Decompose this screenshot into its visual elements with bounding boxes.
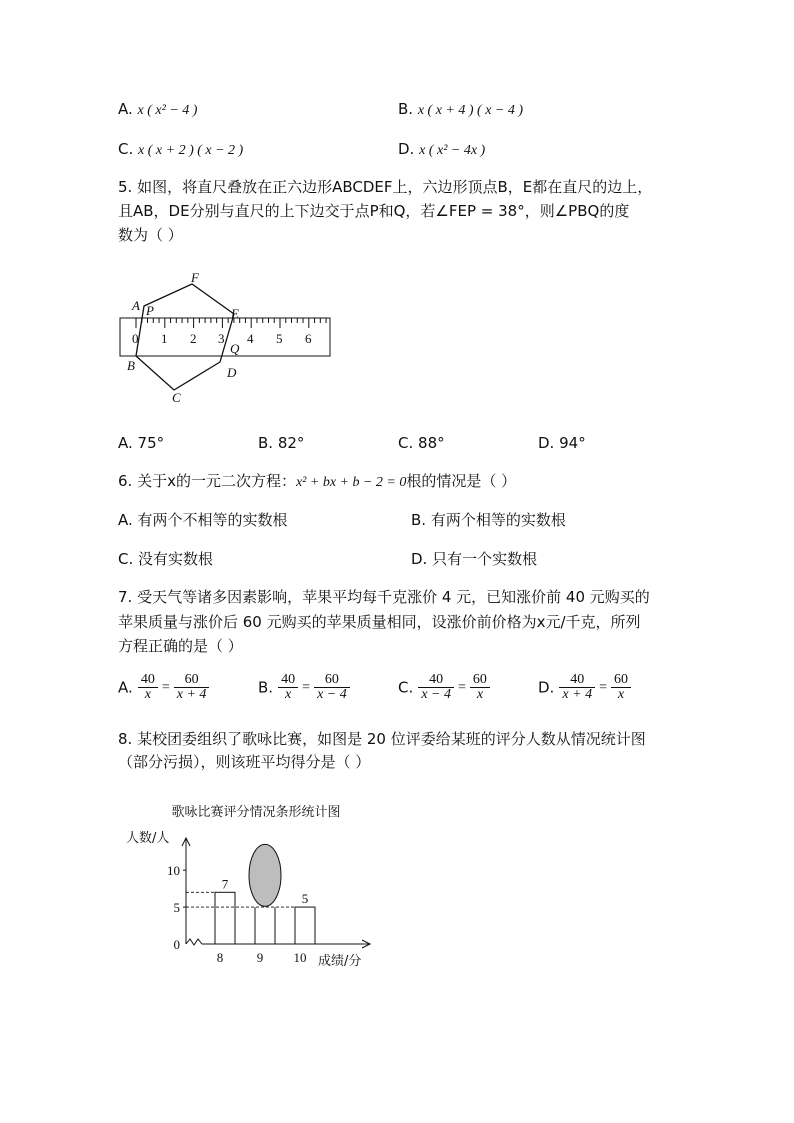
option-text: 没有实数根 (138, 550, 214, 568)
option-expression: x ( x² − 4 ) (137, 103, 198, 118)
q7-stem-line-3: 方程正确的是（ ） (118, 637, 243, 655)
axis-break-zigzag (186, 939, 206, 945)
option-text: 只有一个实数根 (432, 550, 538, 568)
q5-option-a (118, 433, 164, 453)
option-value: 94° (559, 434, 586, 452)
option-label: A. (118, 100, 133, 118)
chart-title: 歌咏比赛评分情况条形统计图 (171, 805, 341, 820)
numerator: 40 (418, 673, 454, 688)
denominator: x (476, 687, 484, 702)
q6-stem (118, 471, 516, 493)
denominator: x + 4 (562, 687, 593, 702)
option-label: D. (538, 678, 555, 697)
option-value: 82° (277, 434, 305, 452)
x-tick-label: 8 (216, 950, 224, 965)
point-p-label: P (146, 303, 154, 318)
denominator: x (144, 687, 151, 702)
q6-stem-suffix: 根的情况是（ ） (406, 472, 517, 490)
x-axis-label: 成绩/分 (318, 954, 362, 969)
q5-option-d (538, 433, 586, 453)
q7-stem-line-2: 苹果质量与涨价后 60 元购买的苹果质量相同，设涨价前价格为x元/千克，所列 (118, 613, 641, 631)
option-text: 有两个不相等的实数根 (137, 511, 288, 529)
ruler (120, 318, 330, 356)
y-tick-label: 10 (167, 863, 180, 879)
option-label: C. (118, 140, 134, 158)
ruler-label-3: 3 (218, 331, 225, 346)
y-tick-label: 5 (173, 900, 180, 916)
q5-stem-line-3: 数为（ ） (118, 226, 183, 244)
stain-blot (249, 844, 281, 906)
q5-stem-line-1: 5. 如图，将直尺叠放在正六边形ABCDEF上，六边形顶点B，E都在直尺的边上， (118, 178, 653, 196)
option-expression: x ( x² − 4x ) (419, 143, 486, 158)
right-fraction (470, 673, 490, 702)
option-label: C. (118, 550, 134, 568)
left-fraction (559, 673, 595, 702)
left-fraction (278, 673, 298, 702)
q6-option-c (118, 549, 213, 569)
option-label: B. (411, 511, 427, 529)
x-tick-label: 9 (256, 950, 264, 965)
option-label: A. (118, 511, 133, 529)
q7-option-b: B. $\frac{40}{x}$ = $\frac{60}{x - 4}$ (258, 673, 350, 702)
right-fraction (174, 673, 210, 702)
numerator: 60 (314, 673, 350, 688)
q7-stem-line-1: 7. 受天气等诸多因素影响，苹果平均每千克涨价 4 元，已知涨价前 40 元购买的 (118, 588, 650, 606)
point-e-label: E (231, 306, 239, 321)
left-fraction (418, 673, 454, 702)
data-label: 7 (221, 876, 229, 892)
bar (215, 892, 235, 944)
option-value: 75° (137, 434, 165, 452)
option-label: D. (411, 550, 428, 568)
q7-option-a: A. $\frac{40}{x}$ = $\frac{60}{x + 4}$ (118, 673, 209, 702)
option-label: B. (398, 100, 414, 118)
ruler-label-6: 6 (305, 331, 312, 346)
numerator: 60 (611, 673, 631, 688)
denominator: x − 4 (421, 687, 452, 702)
option-label: C. (398, 434, 414, 452)
option-expression: x ( x + 2 ) ( x − 2 ) (138, 143, 244, 158)
point-c-label: C (172, 390, 181, 405)
q4-option-d (398, 139, 485, 161)
data-label: 5 (301, 891, 309, 907)
denominator: x + 4 (176, 687, 207, 702)
left-fraction (138, 673, 158, 702)
q6-option-a (118, 510, 288, 530)
option-label: A. (118, 434, 133, 452)
point-d-label: D (227, 365, 237, 380)
option-label: D. (538, 434, 555, 452)
option-label: B. (258, 678, 274, 697)
q6-option-d (411, 549, 537, 569)
ruler-label-5: 5 (276, 331, 283, 346)
q4-option-a (118, 99, 197, 121)
option-label: B. (258, 434, 274, 452)
denominator: x − 4 (317, 687, 347, 702)
numerator: 60 (174, 673, 210, 688)
q5-option-b (258, 433, 304, 453)
point-a-label: A (132, 298, 140, 313)
x-tick-label: 10 (293, 950, 307, 965)
denominator: x (617, 687, 625, 702)
q4-option-c (118, 139, 243, 161)
y-tick-label: 0 (173, 937, 180, 952)
bar (295, 907, 315, 944)
numerator: 40 (138, 673, 158, 688)
q8-stem-line-1: 8. 某校团委组织了歌咏比赛，如图是 20 位评委给某班的评分人数从情况统计图 (118, 730, 646, 748)
right-fraction (611, 673, 631, 702)
point-f-label: F (191, 270, 199, 285)
q5-stem-line-2: 且AB，DE分别与直尺的上下边交于点P和Q，若∠FEP = 38°，则∠PBQ的度 (118, 202, 630, 220)
q6-option-b (411, 510, 566, 530)
option-text: 有两个相等的实数根 (430, 511, 566, 529)
right-fraction (314, 673, 350, 702)
ruler-label-1: 1 (161, 331, 168, 346)
point-q-label: Q (230, 341, 240, 356)
denominator: x (285, 687, 292, 702)
option-expression: x ( x + 4 ) ( x − 4 ) (417, 103, 524, 118)
q4-option-b (398, 99, 523, 121)
q8-stem-line-2: （部分污损），则该班平均得分是（ ） (118, 753, 371, 771)
numerator: 40 (559, 673, 595, 688)
option-label: A. (118, 678, 133, 697)
q5-option-c (398, 433, 445, 453)
option-label: D. (398, 140, 415, 158)
q6-stem-prefix: 6. 关于x的一元二次方程： (118, 472, 296, 490)
ruler-label-0: 0 (132, 331, 139, 346)
q6-equation: x² + bx + b − 2 = 0 (295, 475, 407, 490)
ruler-label-2: 2 (190, 331, 197, 346)
numerator: 60 (470, 673, 490, 688)
point-b-label: B (127, 358, 135, 373)
option-value: 88° (418, 434, 445, 452)
q7-option-d: D. $\frac{40}{x + 4}$ = $\frac{60}{x}$ (538, 673, 631, 702)
y-axis-label: 人数/人 (126, 831, 170, 846)
ruler-label-4: 4 (247, 331, 254, 346)
numerator: 40 (278, 673, 298, 688)
score-bar-chart (120, 798, 390, 978)
hexagon-ruler-figure (112, 266, 342, 414)
q7-option-c: C. $\frac{40}{x - 4}$ = $\frac{60}{x}$ (398, 673, 490, 702)
option-label: C. (398, 678, 414, 697)
